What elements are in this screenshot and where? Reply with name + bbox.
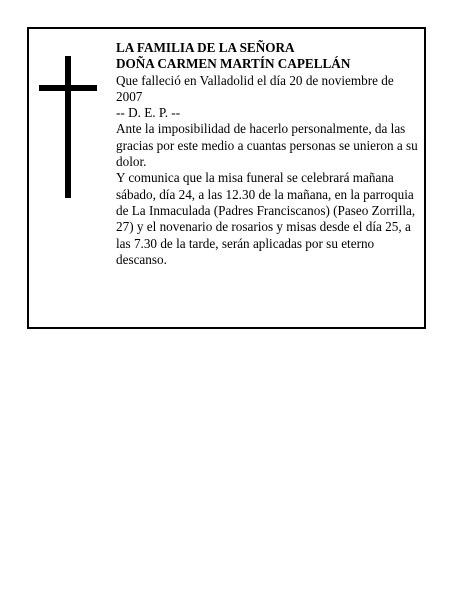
obituary-notice [27, 27, 426, 329]
funeral-paragraph: Y comunica que la misa funeral se celebrará mañana sábado, día 24, a las 12.30 de la mañana, en la parroquia de La Inmaculada (Padres Franciscanos) (Paseo Zorrilla, 27) y el novenario de rosarios y misas desde el día 25, a las 7.30 de la tarde, serán aplicadas por su eterno descanso. [116, 170, 416, 267]
notice-text [116, 40, 422, 268]
heading-family: LA FAMILIA DE LA SEÑORA [116, 40, 295, 55]
rip-line: -- D. E. P. -- [116, 105, 181, 121]
cross-icon [65, 56, 71, 198]
cross-icon-crossbar [39, 85, 97, 91]
heading-deceased-name: DOÑA CARMEN MARTÍN CAPELLÁN [116, 56, 351, 72]
death-info: Que falleció en Valladolid el día 20 de noviembre de 2007 [116, 72, 394, 104]
thanks-paragraph: Ante la imposibilidad de hacerlo personalmente, da las gracias por este medio a cuantas personas se unieron a su dolor. [116, 121, 418, 170]
